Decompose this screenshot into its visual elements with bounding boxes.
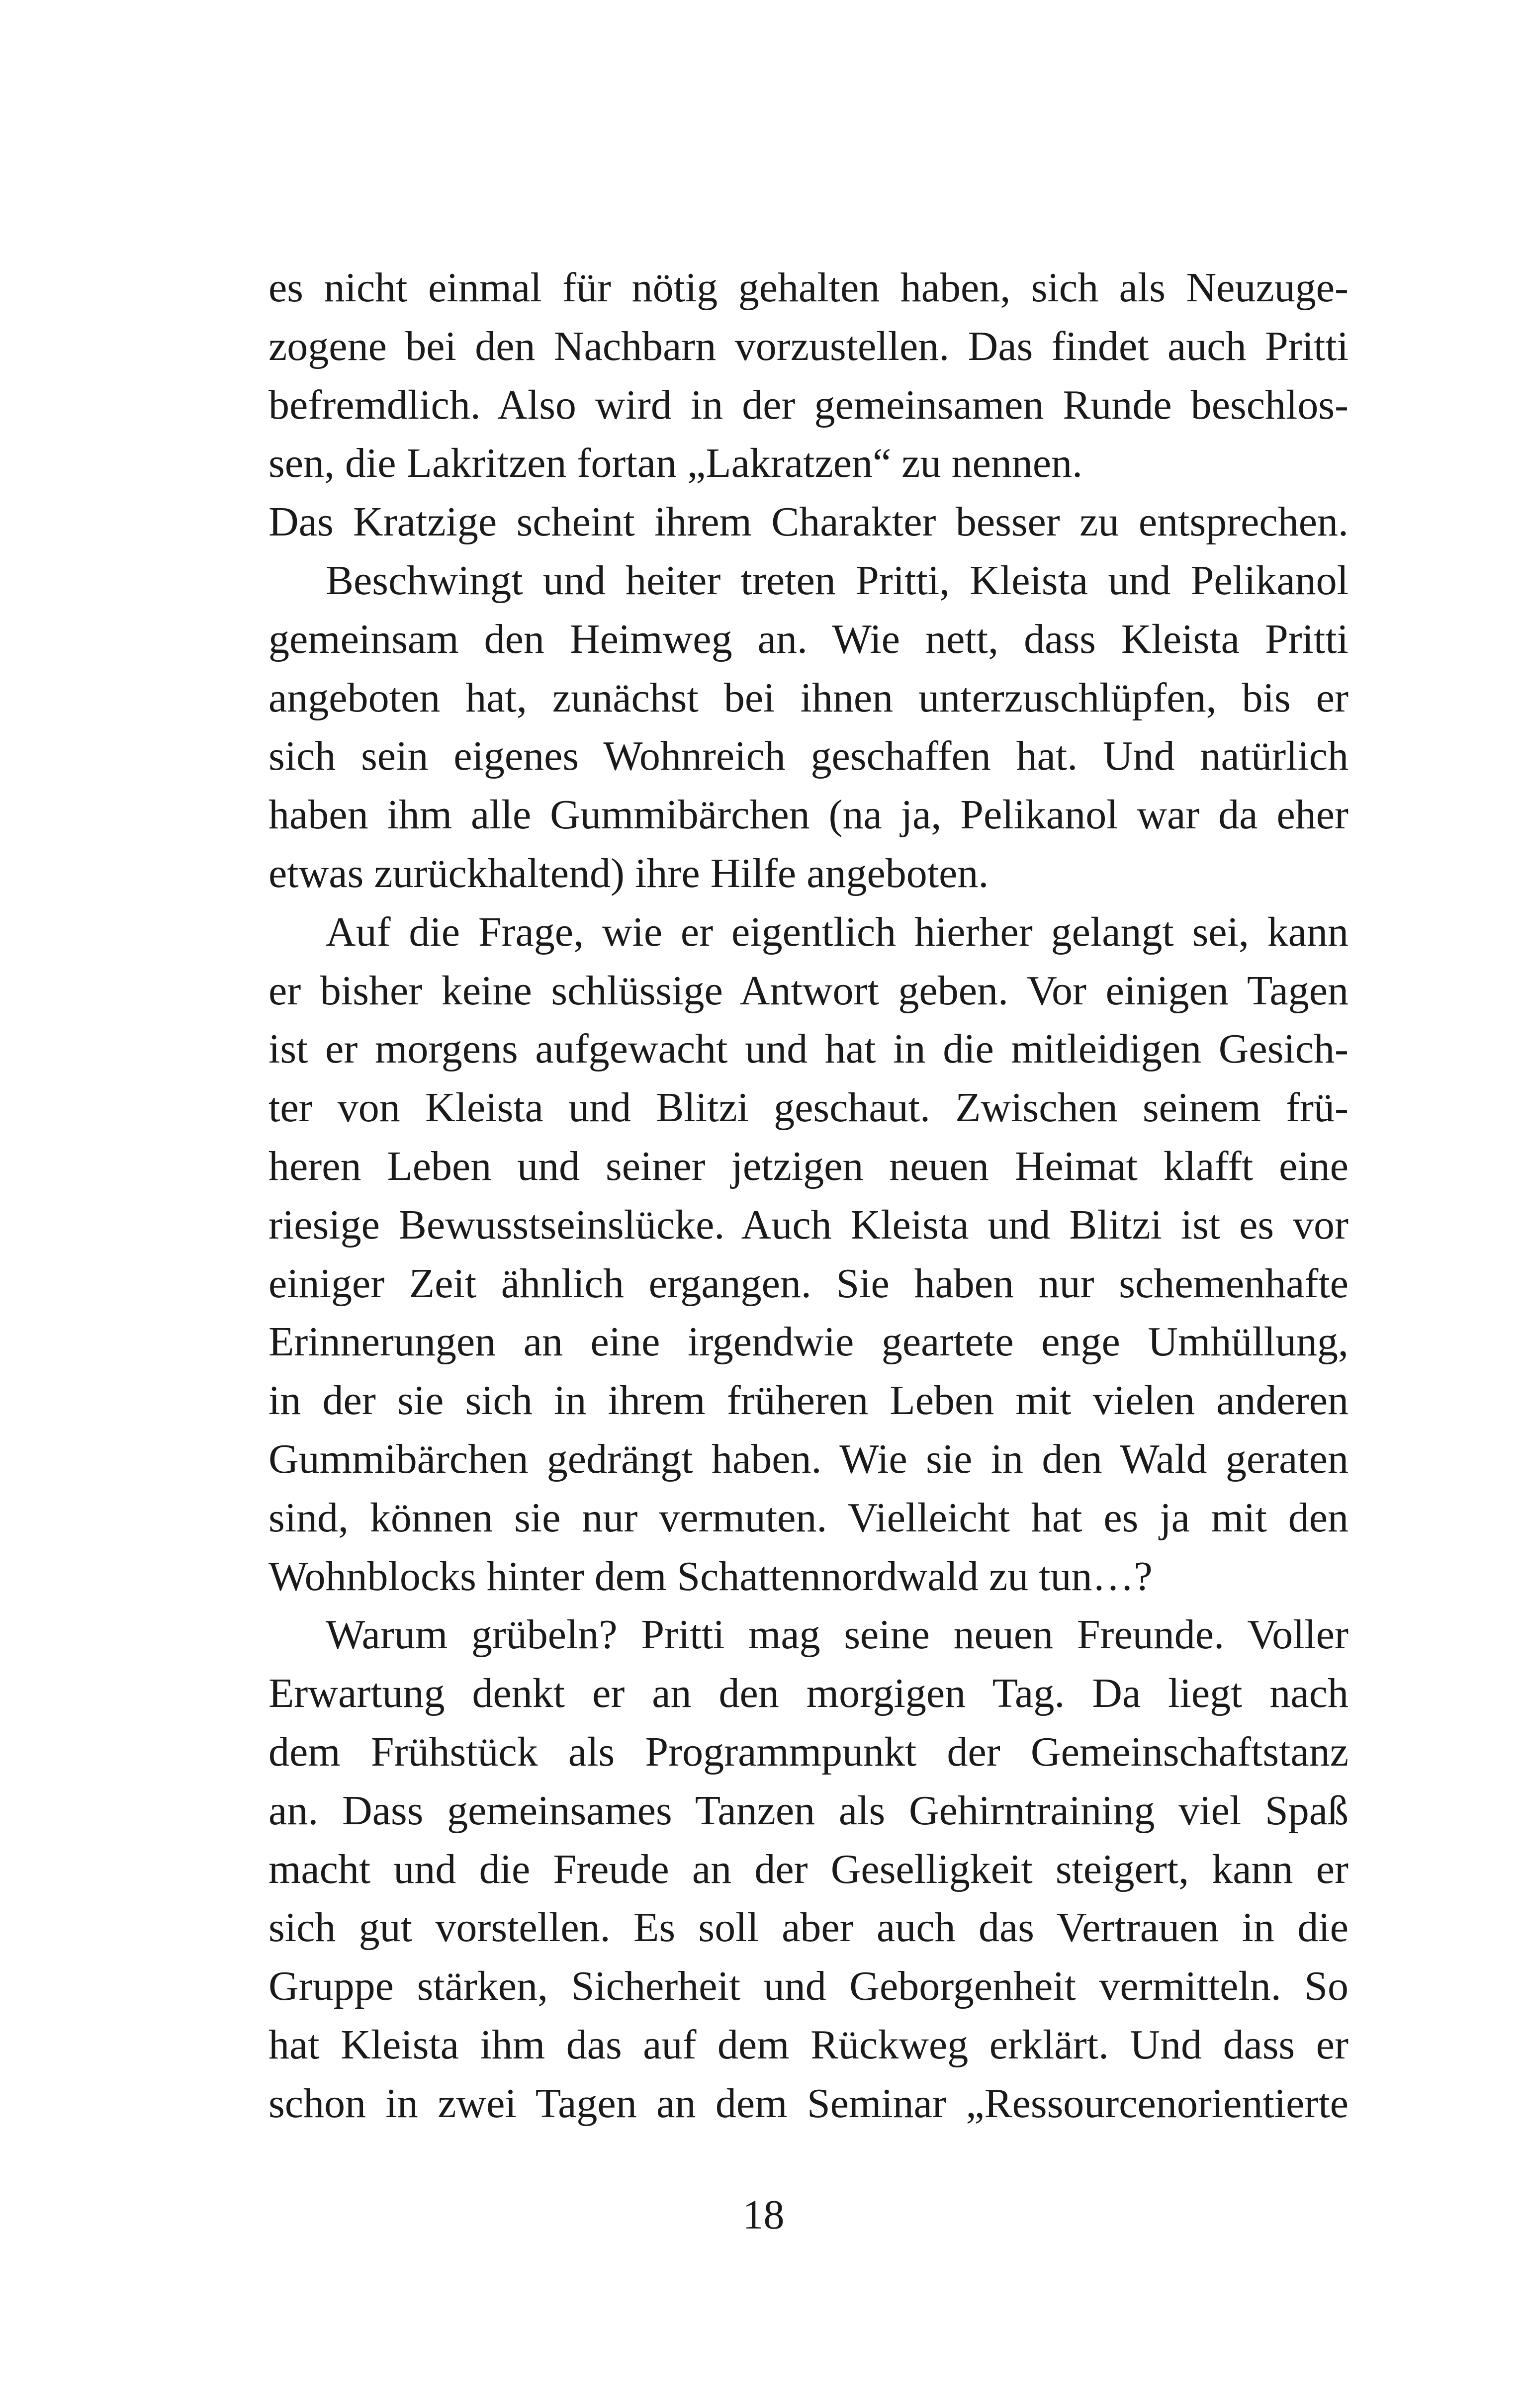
paragraph-first-line: Auf die Frage, wie er eigentlich hierher gelangt sei, kann xyxy=(326,908,1348,955)
text-line: gemeinsam den Heimweg an. Wie nett, dass Kleista Pritti xyxy=(269,616,1348,662)
text-line: Erinnerungen an eine irgendwie geartete enge Umhüllung, xyxy=(269,1319,1348,1365)
text-line: befremdlich. Also wird in der gemeinsamen Runde beschlos- xyxy=(269,381,1348,428)
text-line: hat Kleista ihm das auf dem Rückweg erklärt. Und dass er xyxy=(269,2021,1348,2068)
text-line: an. Dass gemeinsames Tanzen als Gehirntraining viel Spaß xyxy=(269,1787,1348,1834)
text-line: er bisher keine schlüssige Antwort geben. Vor einigen Tagen xyxy=(269,967,1348,1014)
text-line: angeboten hat, zunächst bei ihnen unterzuschlüpfen, bis er xyxy=(269,674,1348,721)
paragraph-first-line: Beschwingt und heiter treten Pritti, Kleista und Pelikanol xyxy=(326,557,1348,604)
text-line: sich sein eigenes Wohnreich geschaffen hat. Und natürlich xyxy=(269,733,1348,780)
text-line: macht und die Freude an der Geselligkeit steigert, kann er xyxy=(269,1846,1348,1892)
text-line: sind, können sie nur vermuten. Vielleicht hat es ja mit den xyxy=(269,1494,1348,1541)
text-line: haben ihm alle Gummibärchen (na ja, Pelikanol war da eher xyxy=(269,792,1348,838)
text-line: zogene bei den Nachbarn vorzustellen. Das findet auch Pritti xyxy=(269,323,1348,369)
paragraph-first-line: Warum grübeln? Pritti mag seine neuen Freunde. Voller xyxy=(326,1611,1348,1658)
page-number: 18 xyxy=(742,2192,785,2238)
text-line: Das Kratzige scheint ihrem Charakter besser zu entsprechen. xyxy=(269,499,1348,545)
text-line: einiger Zeit ähnlich ergangen. Sie haben nur schemenhafte xyxy=(269,1260,1348,1307)
text-line: riesige Bewusstseinslücke. Auch Kleista und Blitzi ist es vor xyxy=(269,1201,1348,1248)
text-line: sen, die Lakritzen fortan „Lakratzen“ zu nennen. xyxy=(269,440,1083,487)
text-line: ter von Kleista und Blitzi geschaut. Zwischen seinem frü- xyxy=(269,1084,1348,1131)
text-line: Wohnblocks hinter dem Schattennordwald zu tun…? xyxy=(269,1553,1153,1600)
text-line: Gummibärchen gedrängt haben. Wie sie in den Wald geraten xyxy=(269,1435,1348,1482)
text-line: sich gut vorstellen. Es soll aber auch das Vertrauen in die xyxy=(269,1904,1348,1951)
text-line: etwas zurückhaltend) ihre Hilfe angeboten. xyxy=(269,850,989,896)
text-line: in der sie sich in ihrem früheren Leben mit vielen anderen xyxy=(269,1377,1348,1424)
text-line: Erwartung denkt er an den morgigen Tag. Da liegt nach xyxy=(269,1670,1348,1717)
text-line: ist er morgens aufgewacht und hat in die mitleidigen Gesich- xyxy=(269,1026,1348,1072)
text-line: heren Leben und seiner jetzigen neuen Heimat klafft eine xyxy=(269,1143,1348,1189)
text-line: es nicht einmal für nötig gehalten haben, sich als Neuzuge- xyxy=(269,265,1348,311)
body-text xyxy=(269,259,1348,2133)
text-line: dem Frühstück als Programmpunkt der Gemeinschaftstanz xyxy=(269,1728,1348,1775)
text-line: Gruppe stärken, Sicherheit und Geborgenheit vermitteln. So xyxy=(269,1963,1348,2010)
text-line: schon in zwei Tagen an dem Seminar „Ressourcenorientierte xyxy=(269,2080,1348,2127)
